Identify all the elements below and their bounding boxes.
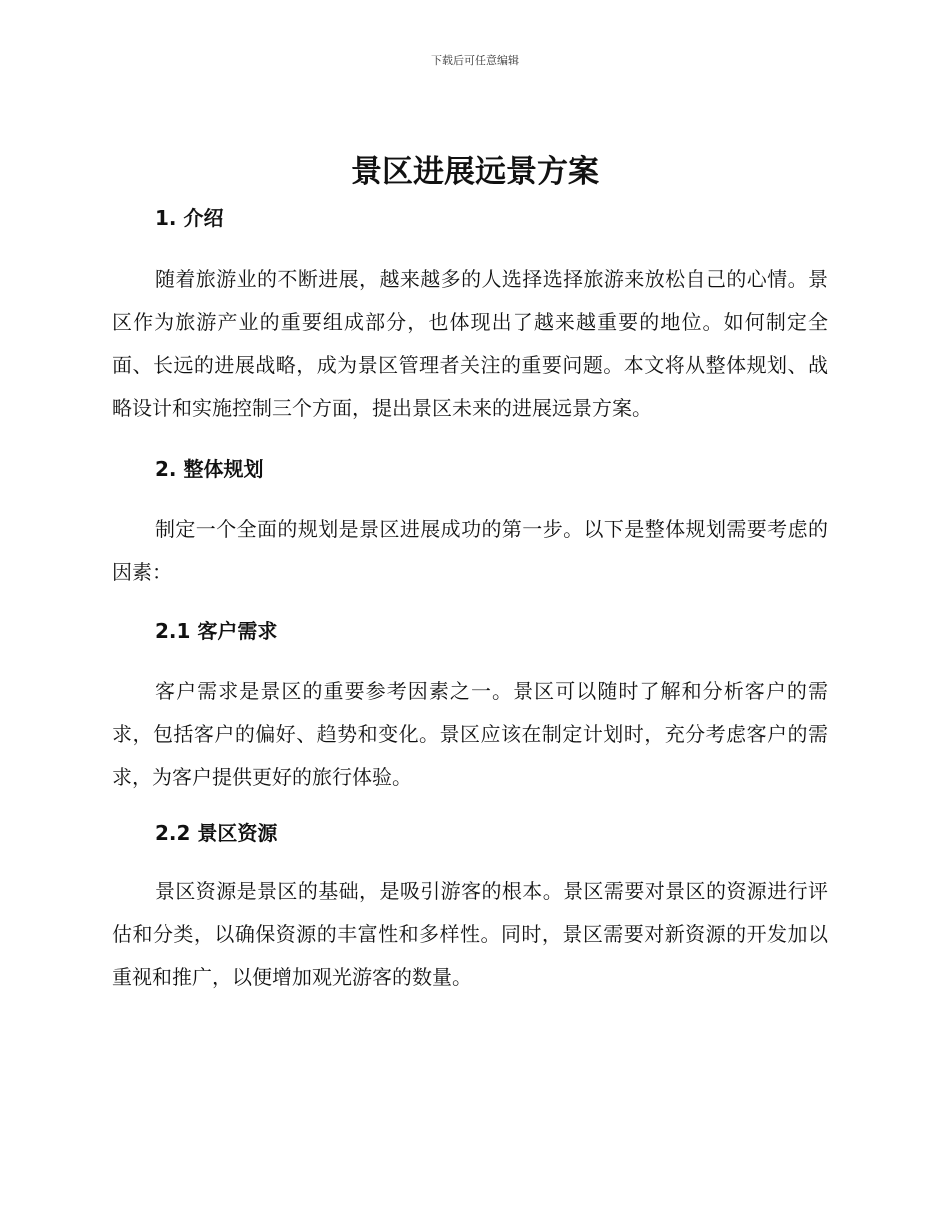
- section-paragraph-scenic-resources: 景区资源是景区的基础，是吸引游客的根本。景区需要对景区的资源进行评估和分类，以确保资源的丰富性和多样性。同时，景区需要对新资源的开发加以重视和推广，以便增加观光游客的数量。: [112, 879, 828, 989]
- document-body: [112, 204, 828, 999]
- section-paragraph-customer-needs: 客户需求是景区的重要参考因素之一。景区可以随时了解和分析客户的需求，包括客户的偏好、趋势和变化。景区应该在制定计划时，充分考虑客户的需求，为客户提供更好的旅行体验。: [112, 679, 828, 789]
- section-paragraph-introduction: 随着旅游业的不断进展，越来越多的人选择选择旅游来放松自己的心情。景区作为旅游产业的重要组成部分，也体现出了越来越重要的地位。如何制定全面、长远的进展战略，成为景区管理者关注的重要问题。本文将从整体规划、战略设计和实施控制三个方面，提出景区未来的进展远景方案。: [112, 267, 828, 420]
- header-note: 下载后可任意编辑: [431, 54, 519, 67]
- section-heading-customer-needs: 2.1 客户需求: [155, 619, 278, 643]
- section-heading-overall-planning: 2. 整体规划: [155, 457, 264, 481]
- section-heading-introduction: 1. 介绍: [155, 206, 224, 230]
- document-title: 景区进展远景方案: [351, 154, 599, 190]
- section-paragraph-overall-planning: 制定一个全面的规划是景区进展成功的第一步。以下是整体规划需要考虑的因素：: [112, 517, 828, 584]
- section-heading-scenic-resources: 2.2 景区资源: [155, 821, 278, 845]
